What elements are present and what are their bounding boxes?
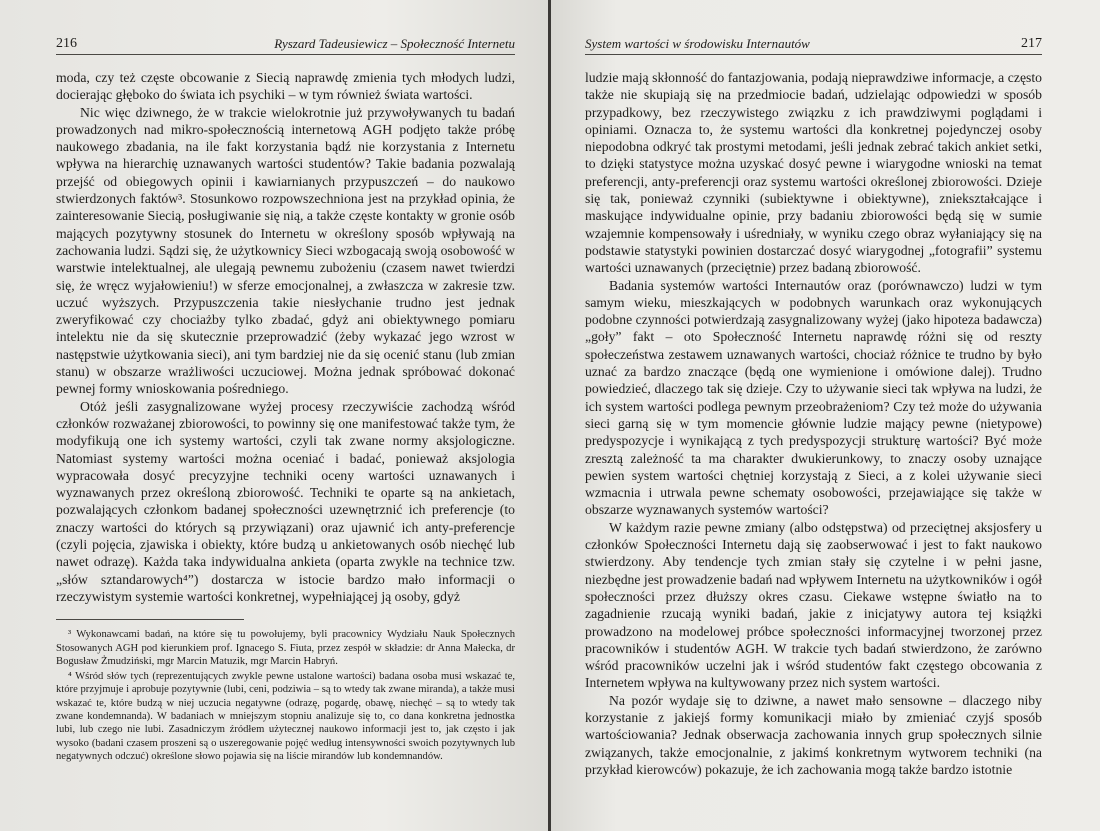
footnote: ³ Wykonawcami badań, na które się tu powołujemy, byli pracownicy Wydziału Nauk Społecznych Stosowanych AGH pod kierunkiem prof. Ignacego S. Fiuta, przez zespół w składzie: dr Anna Małecka, dr Bogusław Żmudziński, mgr Marcin Matuzik, mgr Marcin Habryń. <box>56 629 515 667</box>
right-page-body <box>585 69 1042 778</box>
paragraph: Na pozór wydaje się to dziwne, a nawet mało sensowne – dlaczego niby korzystanie z jakiejś formy komunikacji miało by zmieniać czyjś sposób wartościowania? Jednak obserwacja zachowania innych grup społecznych silnie związanych, także emocjonalnie, z jakimś konkretnym wytworem techniki (na przykład kierowców) pokazuje, że ich zachowania mogą także bardzo istotnie <box>585 692 1042 777</box>
paragraph: ludzie mają skłonność do fantazjowania, podają nieprawdziwe informacje, a często także nie skupiają się na przedmiocie badań, udzielając odpowiedzi w sposób przypadkowy, bez rzeczywistego związku z ich prawdziwymi poglądami i opiniami. Oznacza to, że systemu wartości dla konkretnej pojedynczej osoby niepodobna odkryć tak prostymi metodami, jeśli jednak zebrać takich ankiet setki, to dzięki statystyce można uzyskać dosyć pewne i wiarygodne wnioski na temat preferencji, anty-preferencji oraz systemu wartości określonej zbiorowości. Dzieje się tak, ponieważ czynniki (subiektywne i obiektywne), zniekształcające i maskujące indywidualne opinie, przy badaniu zbiorowości będą się w sumie wzajemnie kompensowały i uśredniały, w wyniku czego obraz wyłaniający się na podstawie statystyki powinien dostarczać dosyć wiarygodnej „fotografii” systemu wartości uznawanych (przeciętnie) przez badaną zbiorowość. <box>585 70 1042 276</box>
paragraph: moda, czy też częste obcowanie z Siecią naprawdę zmienia tych młodych ludzi, docierając głęboko do świata ich psychiki – w tym również świata wartości. <box>56 70 515 103</box>
right-page <box>551 0 1100 831</box>
paragraph: W każdym razie pewne zmiany (albo odstępstwa) od przeciętnej aksjosfery u członków Społeczności Internetu dają się zaobserwować i jest to fakt naukowo stwierdzony. Aby tendencje tych zmian stały się czytelne i w pełni jasne, niezbędne jest prowadzenie badań nad wpływem Internetu na użytkowników i ogół społeczności przez dłuższy okres czasu. Ciekawe wstępne światło na to zagadnienie rzucają wyniki badań, jakie z inicjatywy autora tej książki prowadzono na modelowej próbce społeczności informacyjnej tworzonej przez pracowników i studentów AGH. W trakcie tych badań stwierdzono, że zarówno wśród pracowników uczelni jak i wśród studentów fakt częstego obcowania z Internetem wpływa na kultywowany przez nich system wartości. <box>585 519 1042 691</box>
left-page-body <box>56 69 515 605</box>
right-page-header <box>585 34 1042 55</box>
paragraph: Badania systemów wartości Internautów oraz (porównawczo) ludzi w tym samym wieku, mieszkających w podobnych warunkach oraz wykonujących podobne czynności potwierdzają zasygnalizowany wyżej (jako hipoteza badawcza) „goły” fakt – oto Społeczność Internetu naprawdę różni się od reszty społeczeństwa zestawem uznawanych wartości, chociaż różnice te trudno by było uznać za bardzo znaczące (będą one wymienione i omówione dalej). Trudno powiedzieć, dlaczego tak się dzieje. Czy to używanie sieci tak wpływa na ludzi, że ich system wartości podlega pewnym przeobrażeniom? Czy też może do używania sieci garną się w tym momencie głównie ludzie mający pewne (nietypowe) predyspozycje i wynikającą z tych predyspozycji strukturę wartości? Być może zresztą zależność ta ma charakter dwukierunkowy, to znaczy osoby uznające pewien system wartości chętniej korzystają z Sieci, a z kolei używanie sieci wzmacnia i utrwala pewne schematy osobowości, przejawiające się także w obszarze wyznawanych systemów wartości? <box>585 277 1042 518</box>
running-head-right: System wartości w środowisku Internautów <box>585 36 810 51</box>
paragraph: Nic więc dziwnego, że w trakcie wielokrotnie już przywoływanych tu badań prowadzonych nad mikro-społecznością internetową AGH podjęto także próbę naukowego zbadania, na ile fakt korzystania bądź nie korzystania z Internetu wpływa na hierarchię uznawanych wartości studentów? Takie badania pozwalają przejść od obiegowych opinii i kawiarnianych przypuszczeń – do naukowo stwierdzonych faktów³. Stosunkowo rozpowszechniona jest na przykład opinia, że zainteresowanie Siecią, posługiwanie się nią, a także częste kontakty w gronie osób mających pozytywny stosunek do Internetu w określony sposób wpływają na zachowania ludzi. Sądzi się, że użytkownicy Sieci wzbogacają swoją osobowość w warstwie intelektualnej, ale ulegają pewnemu zubożeniu (czasem nawet twierdzi się, że wręcz wyjałowieniu!) w sferze emocjonalnej, a zwłaszcza w zakresie tzw. uczuć wyższych. Przypuszczenia takie niesłychanie trudno jest jednak zweryfikować czy chociażby tylko zbadać, gdyż ani obiektywnego pomiaru intelektu nie da się skutecznie przeprowadzić (żeby wykazać jego wzrost w następstwie użytkowania sieci), ani tym bardziej nie da się ocenić stanu (lub zmian stanu) w obszarze wrażliwości uczuciowej. Można jednak spróbować dokonać pewnej formy wnioskowania pośredniego. <box>56 104 515 397</box>
page-number-right: 217 <box>1021 36 1042 51</box>
paragraph: Otóż jeśli zasygnalizowane wyżej procesy rzeczywiście zachodzą wśród członków rozważanej zbiorowości, to powinny się one manifestować także tym, że modyfikują one ich systemy wartości, czyli tak zwane normy aksjologiczne. Natomiast systemy wartości można oceniać i badać, ponieważ aksjologia wypracowała dosyć precyzyjne techniki oceny wartości uznawanych i wyznawanych przez określoną zbiorowość. Techniki te oparte są na ankietach, pozwalających członkom badanej społeczności uzewnętrznić ich preferencje (to znaczy wartości do których są przywiązani) oraz ujawnić ich anty-preferencje (czyli pojęcia, zjawiska i obiekty, które budzą u ankietowanych osób niechęć lub nawet odrazę). Każda taka indywidualna ankieta (oparta zwykle na technice tzw. „słów sztandarowych⁴”) dostarcza w istocie bardzo mało informacji o rzeczywistym systemie wartości konkretnej, wypełniającej ją osoby, gdyż <box>56 398 515 604</box>
footnote-separator <box>56 619 244 620</box>
footnotes <box>56 628 515 763</box>
left-page-header <box>56 34 515 55</box>
left-page <box>0 0 549 831</box>
running-head-left: Ryszard Tadeusiewicz – Społeczność Internetu <box>274 36 515 51</box>
footnote: ⁴ Wśród słów tych (reprezentujących zwykle pewne ustalone wartości) badana osoba musi wskazać te, które przyjmuje i aprobuje pozytywnie (lubi, ceni, podziwia – są to wtedy tak zwane miranda), a także musi wskazać te, które budzą w niej uczucia negatywne (odrazę, pogardę, obawę, niechęć – są to wtedy tak zwane kondemnanda). W badaniach w mniejszym stopniu analizuje się to, co dana konkretna jednostka lubi, lub czego nie lubi. Zasadniczym źródłem użytecznej naukowo informacji jest to, jak często i jak wysoko (badani czasem proszeni są o uszeregowanie pojęć według intensywności swoich pozytywnych lub negatywnych odczuć) określone słowo pojawia się na liście mirandów lub kondemnandów. <box>56 671 515 762</box>
page-number-left: 216 <box>56 36 77 51</box>
